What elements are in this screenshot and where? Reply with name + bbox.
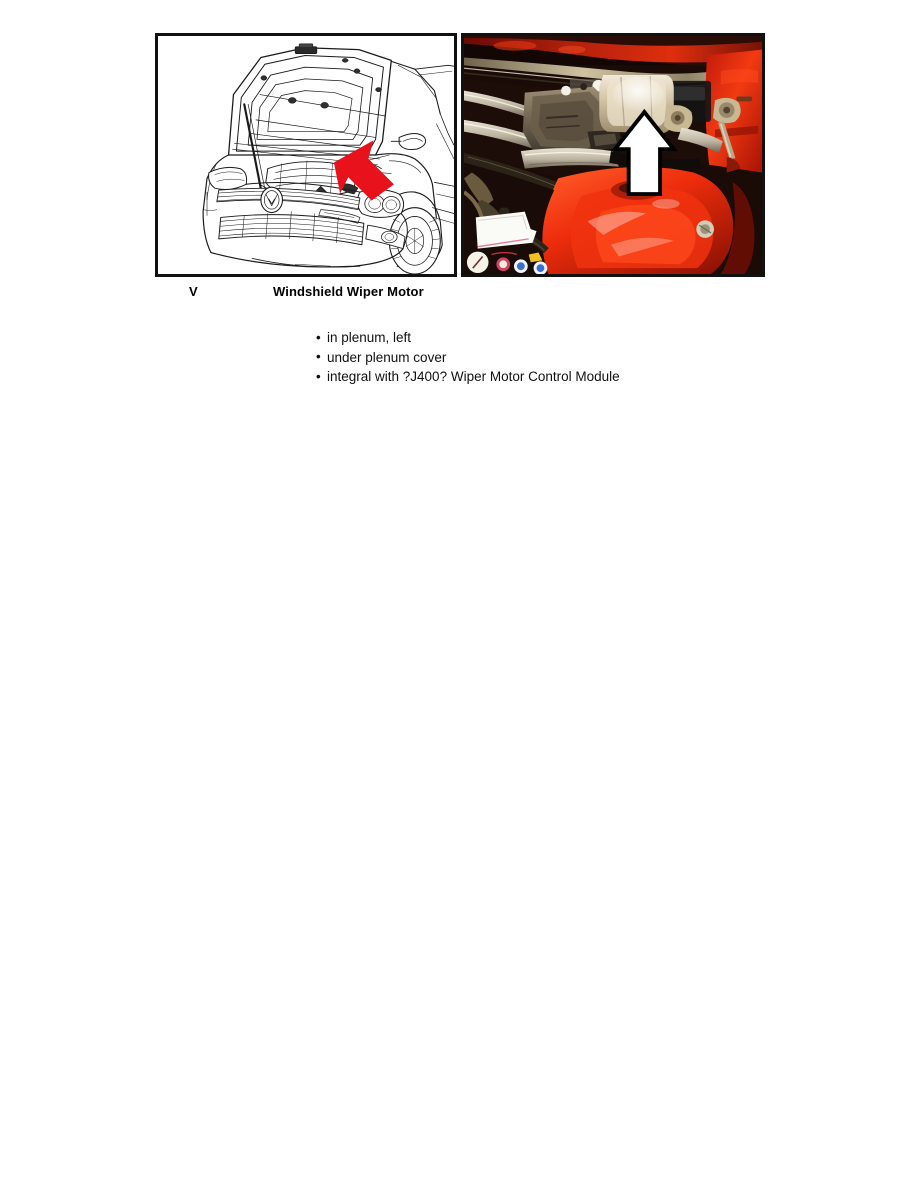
photo-canvas [464, 36, 762, 274]
list-item: • in plenum, left [316, 328, 646, 348]
caption-symbol: V [189, 284, 198, 299]
list-item: • integral with ?J400? Wiper Motor Control Module [316, 367, 646, 387]
wiper-motor-photo [464, 36, 762, 274]
component-details-list [316, 328, 646, 387]
illustration-canvas [158, 36, 454, 274]
list-item: • under plenum cover [316, 348, 646, 368]
wiper-motor-photo-panel [461, 33, 765, 277]
figure-row [155, 33, 765, 278]
figure-caption [155, 284, 775, 304]
vehicle-front-hood-open-illustration [158, 36, 454, 274]
caption-title: Windshield Wiper Motor [273, 284, 424, 299]
vehicle-illustration-panel [155, 33, 457, 277]
